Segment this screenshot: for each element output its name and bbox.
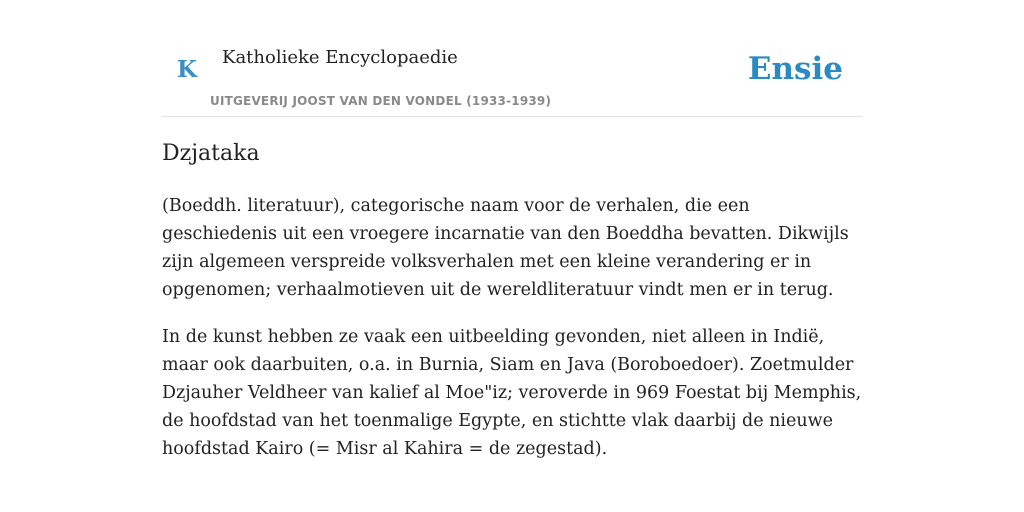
article-paragraph: (Boeddh. literatuur), categorische naam voor de verhalen, die een geschiedenis uit een vroegere incarnatie van den Boeddha bevatten. Dikwijls zijn algemeen verspreide volksverhalen met een kleine verandering er in opgenomen; verhaalmotieven uit de wereldliteratuur vindt men er in terug.	[162, 196, 849, 300]
ensie-brand-logo[interactable]: Ensie	[747, 51, 843, 87]
article-title: Dzjataka	[162, 141, 260, 166]
site-title-link[interactable]: Katholieke Encyclopaedie	[222, 47, 458, 68]
logo-k-icon[interactable]: K	[177, 56, 197, 83]
article	[162, 136, 862, 463]
article-paragraph: In de kunst hebben ze vaak een uitbeelding gevonden, niet alleen in Indië, maar ook daarbuiten, o.a. in Burnia, Siam en Java (Boroboedoer). Zoetmulder Dzjauher Veldheer van kalief al Moe"iz; veroverde in 969 Foestat bij Memphis, de hoofdstad van het toenmalige Egypte, en stichtte vlak daarbij de nieuwe hoofdstad Kairo (= Misr al Kahira = de zegestad).	[162, 327, 862, 459]
site-header	[162, 0, 862, 117]
publisher-subtitle: UITGEVERIJ JOOST VAN DEN VONDEL (1933-1939)	[210, 94, 552, 108]
